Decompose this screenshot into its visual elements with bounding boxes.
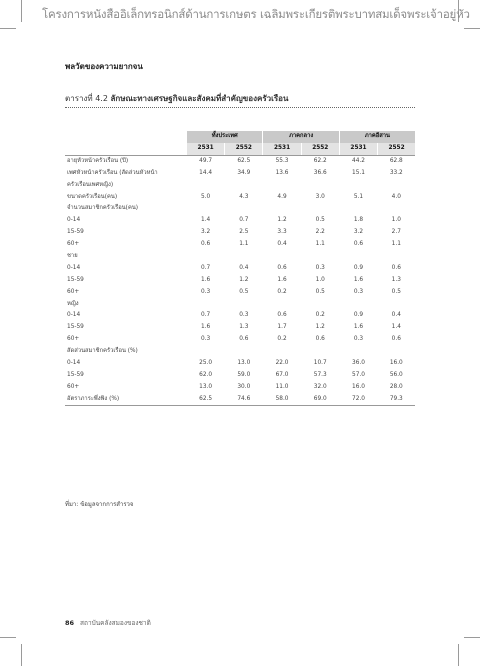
table-cell: 3.2 <box>353 229 364 236</box>
table-cell: 22.0 <box>275 359 289 366</box>
row-label: 15-59 <box>67 276 84 283</box>
row-label: อัตราภาระพึ่งพิง (%) <box>65 394 187 406</box>
crop-mark <box>464 28 480 29</box>
year-header: 2531 <box>187 143 225 155</box>
section-title: พลวัตของความยากจน <box>65 62 143 71</box>
table-cell <box>301 251 339 263</box>
table-cell: 62.5 <box>237 157 251 164</box>
table-cell <box>263 298 301 310</box>
table-cell: 0.6 <box>353 241 364 248</box>
table-cell: 3.0 <box>315 193 325 200</box>
row-label: 0-14 <box>67 217 81 224</box>
table-cell: 34.9 <box>237 169 251 176</box>
row-label: สัดส่วนสมาชิกครัวเรือน (%) <box>67 348 138 355</box>
group-header-row <box>65 131 415 143</box>
table-cell: 57.3 <box>313 371 327 378</box>
table-cell <box>301 346 339 358</box>
table-cell: 69.0 <box>301 394 339 406</box>
table-cell: 62.2 <box>313 157 327 164</box>
table-cell: 55.3 <box>275 157 289 164</box>
table-cell: 32.0 <box>313 383 327 390</box>
table-cell <box>263 180 301 192</box>
row-label: ชาย <box>67 252 78 259</box>
table-cell: 1.1 <box>315 241 325 248</box>
table-row <box>65 394 415 406</box>
page-number: 86 <box>65 619 75 627</box>
crop-mark <box>21 0 22 22</box>
table-row <box>65 322 415 334</box>
table-cell: 0.3 <box>353 288 364 295</box>
table-row <box>65 310 415 322</box>
table-cell: 33.2 <box>389 169 403 176</box>
table-cell: 0.4 <box>391 312 401 319</box>
table-cell: 1.6 <box>200 324 211 331</box>
table-cell: 0.6 <box>239 336 249 343</box>
table-cell: 67.0 <box>275 371 289 378</box>
row-label: 15-59 <box>67 371 84 378</box>
table-row <box>65 382 415 394</box>
table-cell: 13.0 <box>199 383 213 390</box>
table-cell: 0.2 <box>277 288 287 295</box>
table-row <box>65 334 415 346</box>
page-footer <box>65 618 151 628</box>
table-cell: 0.6 <box>315 336 325 343</box>
row-label: จำนวนสมาชิกครัวเรือน(คน) <box>67 205 139 212</box>
caption-title: ลักษณะทางเศรษฐกิจและสังคมที่สำคัญของครัวเรือน <box>110 94 289 103</box>
row-label: 15-59 <box>67 324 84 331</box>
group-header: ภาคกลาง <box>263 131 339 143</box>
table-cell <box>225 180 263 192</box>
table-cell: 36.0 <box>352 359 365 366</box>
crop-mark <box>0 28 16 29</box>
row-label: 60+ <box>67 288 80 295</box>
table-cell: 1.1 <box>391 241 401 248</box>
table-cell: 30.0 <box>237 383 251 390</box>
table-row <box>65 275 415 287</box>
table-cell: 0.3 <box>200 288 211 295</box>
table-cell: 58.0 <box>263 394 301 406</box>
table-cell: 0.2 <box>277 336 287 343</box>
row-label: 0-14 <box>67 264 81 271</box>
dotted-divider <box>65 107 415 108</box>
crop-mark <box>0 637 16 638</box>
table-cell: 0.7 <box>239 217 249 224</box>
table-row <box>65 370 415 382</box>
table-row <box>65 155 415 167</box>
table-cell: 1.6 <box>353 324 364 331</box>
table-row <box>65 180 415 192</box>
table-cell: 25.0 <box>199 359 213 366</box>
table-cell: 4.0 <box>391 193 401 200</box>
year-header: 2531 <box>263 143 301 155</box>
table-cell: 0.9 <box>353 312 364 319</box>
table-cell: 56.0 <box>389 371 403 378</box>
table-cell: 0.4 <box>239 264 249 271</box>
table-cell: 15.1 <box>352 169 365 176</box>
row-label: 60+ <box>67 241 80 248</box>
table-cell: 0.2 <box>315 312 325 319</box>
table-cell: 0.6 <box>200 241 211 248</box>
table-cell: 74.6 <box>225 394 263 406</box>
table-cell: 0.5 <box>315 217 325 224</box>
table-cell: 72.0 <box>339 394 377 406</box>
table-cell <box>225 203 263 215</box>
row-label: 0-14 <box>67 312 81 319</box>
table-cell: 62.0 <box>199 371 213 378</box>
table-cell <box>187 298 225 310</box>
table-cell <box>339 180 377 192</box>
table-caption <box>65 92 288 105</box>
table-row <box>65 239 415 251</box>
year-header: 2552 <box>225 143 263 155</box>
crop-mark <box>464 637 480 638</box>
table-cell <box>225 298 263 310</box>
crop-mark <box>21 644 22 666</box>
table-cell <box>263 346 301 358</box>
row-label: เพศหัวหน้าครัวเรือน (สัดส่วนหัวหน้า <box>67 169 158 176</box>
table-cell: 4.3 <box>239 193 249 200</box>
table-cell <box>378 180 415 192</box>
header-spacer <box>65 131 187 143</box>
household-table <box>65 131 415 406</box>
table-row <box>65 227 415 239</box>
header-spacer <box>65 143 187 155</box>
table-cell <box>378 251 415 263</box>
table-cell: 1.2 <box>315 324 325 331</box>
row-label: 60+ <box>67 336 80 343</box>
table-cell: 13.0 <box>237 359 251 366</box>
table-row <box>65 358 415 370</box>
table-source: ที่มา: ข้อมูลจากการสำรวจ <box>65 501 134 508</box>
row-label: อายุหัวหน้าครัวเรือน (ปี) <box>67 157 129 164</box>
table-cell: 0.5 <box>391 288 401 295</box>
table-row <box>65 215 415 227</box>
table-cell: 2.5 <box>239 229 249 236</box>
table-cell <box>339 251 377 263</box>
table-cell: 1.2 <box>277 217 287 224</box>
table-cell: 3.2 <box>200 229 211 236</box>
caption-label: ตารางที่ <box>65 94 93 103</box>
table-cell: 0.3 <box>239 312 249 319</box>
group-header: ทั้งประเทศ <box>187 131 263 143</box>
table-cell: 0.6 <box>277 312 287 319</box>
year-header-row <box>65 143 415 155</box>
table-cell <box>263 203 301 215</box>
table-cell: 1.4 <box>391 324 401 331</box>
row-label: ครัวเรือนเพศหญิง) <box>67 181 114 188</box>
table-cell <box>225 346 263 358</box>
table-cell: 2.7 <box>391 229 401 236</box>
table-cell: 0.6 <box>277 264 287 271</box>
year-header: 2531 <box>339 143 377 155</box>
crop-mark <box>458 644 459 666</box>
table-row <box>65 203 415 215</box>
table-cell <box>378 298 415 310</box>
table-cell <box>339 203 377 215</box>
table-cell: 1.3 <box>391 276 401 283</box>
table-cell: 0.4 <box>277 241 287 248</box>
table-cell: 5.1 <box>353 193 364 200</box>
table-cell <box>378 346 415 358</box>
table-cell: 14.4 <box>199 169 213 176</box>
table-row <box>65 263 415 275</box>
table-cell <box>339 298 377 310</box>
table-cell: 59.0 <box>237 371 251 378</box>
table-cell: 16.0 <box>389 359 403 366</box>
table-cell: 57.0 <box>352 371 365 378</box>
table-row <box>65 251 415 263</box>
table-cell: 10.7 <box>313 359 327 366</box>
table-cell: 0.9 <box>353 264 364 271</box>
table-cell: 1.8 <box>353 217 364 224</box>
table-cell <box>378 203 415 215</box>
table-cell: 0.7 <box>200 312 211 319</box>
table-cell: 0.6 <box>391 264 401 271</box>
table-cell <box>263 251 301 263</box>
table-cell: 1.6 <box>353 276 364 283</box>
table-cell: 1.6 <box>200 276 211 283</box>
table-cell: 5.0 <box>200 193 211 200</box>
table-cell: 13.6 <box>275 169 289 176</box>
table-cell: 1.4 <box>200 217 211 224</box>
table-cell <box>187 203 225 215</box>
table-row <box>65 168 415 180</box>
table-cell: 79.3 <box>378 394 415 406</box>
table-row <box>65 346 415 358</box>
table-cell: 2.2 <box>315 229 325 236</box>
table-cell: 1.0 <box>315 276 325 283</box>
table-cell: 1.1 <box>239 241 249 248</box>
table-cell: 11.0 <box>275 383 289 390</box>
table-cell: 4.9 <box>277 193 287 200</box>
row-label: 0-14 <box>67 359 81 366</box>
table-cell: 1.3 <box>239 324 249 331</box>
row-label: 15-59 <box>67 229 84 236</box>
table-row <box>65 298 415 310</box>
table-cell: 0.7 <box>200 264 211 271</box>
table-cell: 0.6 <box>391 336 401 343</box>
row-label: หญิง <box>67 300 79 307</box>
group-header: ภาคอีสาน <box>339 131 415 143</box>
running-header: โครงการหนังสืออิเล็กทรอนิกส์ด้านการเกษตร เฉลิมพระเกียรติพระบาทสมเด็จพระเจ้าอยู่หัว <box>42 7 470 21</box>
table-cell: 62.8 <box>389 157 403 164</box>
row-label: ขนาดครัวเรือน(คน) <box>67 193 118 200</box>
table-cell: 44.2 <box>352 157 365 164</box>
table-cell: 1.6 <box>277 276 287 283</box>
table-cell: 1.2 <box>239 276 249 283</box>
year-header: 2552 <box>301 143 339 155</box>
table-cell: 1.7 <box>277 324 287 331</box>
table-cell: 3.3 <box>277 229 287 236</box>
table-cell <box>339 346 377 358</box>
table-cell: 36.6 <box>313 169 327 176</box>
table-cell <box>187 251 225 263</box>
table-cell <box>187 346 225 358</box>
caption-number: 4.2 <box>95 94 108 103</box>
table-row <box>65 191 415 203</box>
table-cell: 28.0 <box>389 383 403 390</box>
table-cell: 0.5 <box>315 288 325 295</box>
year-header: 2552 <box>378 143 415 155</box>
table-cell <box>301 203 339 215</box>
table-cell: 49.7 <box>199 157 213 164</box>
table-cell <box>225 251 263 263</box>
table-row <box>65 287 415 299</box>
table-cell <box>301 298 339 310</box>
table-cell <box>187 180 225 192</box>
table-cell: 1.0 <box>391 217 401 224</box>
table-cell: 0.3 <box>315 264 325 271</box>
table-cell <box>301 180 339 192</box>
publisher-name: สถาบันคลังสมองของชาติ <box>80 619 151 627</box>
table-cell: 0.5 <box>239 288 249 295</box>
table-cell: 16.0 <box>352 383 365 390</box>
table-cell: 0.3 <box>200 336 211 343</box>
table-cell: 62.5 <box>187 394 225 406</box>
row-label: 60+ <box>67 383 80 390</box>
table-cell: 0.3 <box>353 336 364 343</box>
